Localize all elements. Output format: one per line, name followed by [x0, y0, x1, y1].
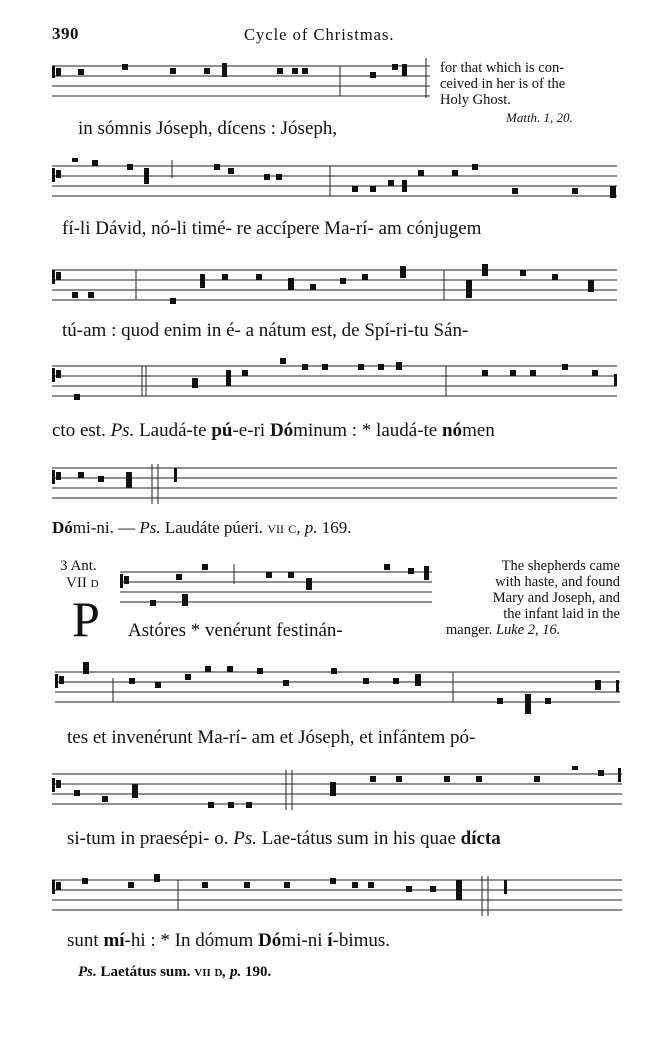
lyric-line: Astóres * venérunt festinán- [128, 620, 343, 641]
running-title: Cycle of Christmas. [244, 25, 395, 44]
lyric-accent: Dó [52, 518, 73, 537]
staff-notation [120, 564, 432, 612]
lyric-accent: mí [103, 930, 125, 951]
translation-line: ceived in her is of the [440, 76, 566, 92]
psalm-abbrev: Ps. [139, 518, 161, 537]
initial-letter: P [72, 591, 100, 647]
music-staff [52, 766, 622, 814]
psalm-title: Laudáte púeri. [160, 518, 268, 537]
translation-antiphon [446, 558, 620, 638]
page-ref: 190. [241, 964, 272, 980]
page-number: 390 [52, 24, 79, 43]
mode-label: vii d [194, 964, 223, 980]
psalm-title: Laetátus sum. [96, 964, 195, 980]
scripture-reference: Luke 2, 16. [495, 622, 561, 638]
staff-notation [52, 766, 622, 814]
music-staff [52, 872, 622, 920]
lyric-line [67, 828, 501, 850]
lyric-text: Lae-tátus sum in his quae [256, 828, 461, 849]
scripture-reference: Matth. 1, 20. [506, 110, 573, 125]
psalm-abbrev: Ps. [110, 420, 135, 441]
music-staff [52, 460, 617, 508]
music-staff [52, 358, 617, 406]
page-ref: 169. [317, 518, 352, 537]
lyric-text: si-tum in praesépi- o. [67, 828, 234, 849]
translation-line: The shepherds came [501, 558, 620, 574]
page-abbrev: , p. [222, 964, 242, 980]
translation-line: for that which is con- [440, 60, 565, 76]
music-staff [55, 660, 620, 720]
lyric-text: sunt [67, 930, 104, 951]
lyric-text: -e-ri [232, 420, 270, 441]
lyric-text: Laudá-te [134, 420, 212, 441]
lyric-text: -bimus. [332, 930, 391, 951]
lyric-text: cto est. [52, 420, 111, 441]
lyric-line: in sómnis Jóseph, dícens : Jóseph, [78, 118, 338, 139]
lyric-line: fí-li Dávid, nó-li timé- re accípere Ma-rí- am cónjugem [62, 218, 482, 239]
translation-line [446, 622, 620, 638]
staff-notation [52, 262, 617, 310]
staff-notation [52, 158, 617, 208]
lyric-line [67, 930, 390, 952]
music-staff [120, 564, 432, 612]
psalm-reference [78, 964, 271, 981]
lyric-line [52, 420, 495, 442]
lyric-accent: Dó [269, 420, 294, 441]
translation-line: with haste, and found [495, 574, 620, 590]
antiphon-label [60, 558, 99, 592]
music-staff [52, 58, 430, 108]
translation-line: the infant laid in the [503, 606, 620, 622]
dash: — [113, 518, 140, 537]
lyric-accent: dícta [460, 828, 501, 849]
antiphon-ant: Ant. [70, 558, 97, 574]
lyric-text: mi-ni [281, 930, 328, 951]
music-staff [52, 158, 617, 208]
translation-line: Holy Ghost. [440, 92, 511, 108]
lyric-line: tú-am : quod enim in é- a nátum est, de Spí-ri-tu Sán- [62, 320, 469, 341]
staff-notation [52, 872, 622, 920]
antiphon-number: 3 [60, 558, 68, 574]
lyric-text: minum : * laudá-te [293, 420, 442, 441]
staff-notation [52, 460, 617, 508]
lyric-text: men [462, 420, 495, 441]
lyric-text: -hi : * In dómum [124, 930, 259, 951]
staff-notation [52, 58, 430, 108]
lyric-text: mi-ni. [72, 518, 114, 537]
translation-text: manger. [446, 622, 493, 638]
music-staff [52, 262, 617, 310]
staff-notation [52, 358, 617, 406]
lyric-accent: Dó [258, 930, 282, 951]
page-abbrev: , p. [296, 518, 318, 537]
psalm-abbrev: Ps. [78, 964, 97, 980]
lyric-line [52, 518, 351, 538]
antiphon-mode: VII d [66, 575, 99, 591]
lyric-line: tes et invenérunt Ma-rí- am et Jóseph, et infántem pó- [67, 727, 476, 748]
translation-line: Mary and Joseph, and [492, 590, 620, 606]
translation-intro [440, 60, 565, 108]
lyric-accent: nó [441, 420, 463, 441]
psalm-abbrev: Ps. [233, 828, 257, 849]
lyric-accent: pú [211, 420, 233, 441]
mode-label: vii c [267, 518, 297, 537]
staff-notation [55, 660, 620, 720]
lyric-accent: í [327, 930, 333, 951]
